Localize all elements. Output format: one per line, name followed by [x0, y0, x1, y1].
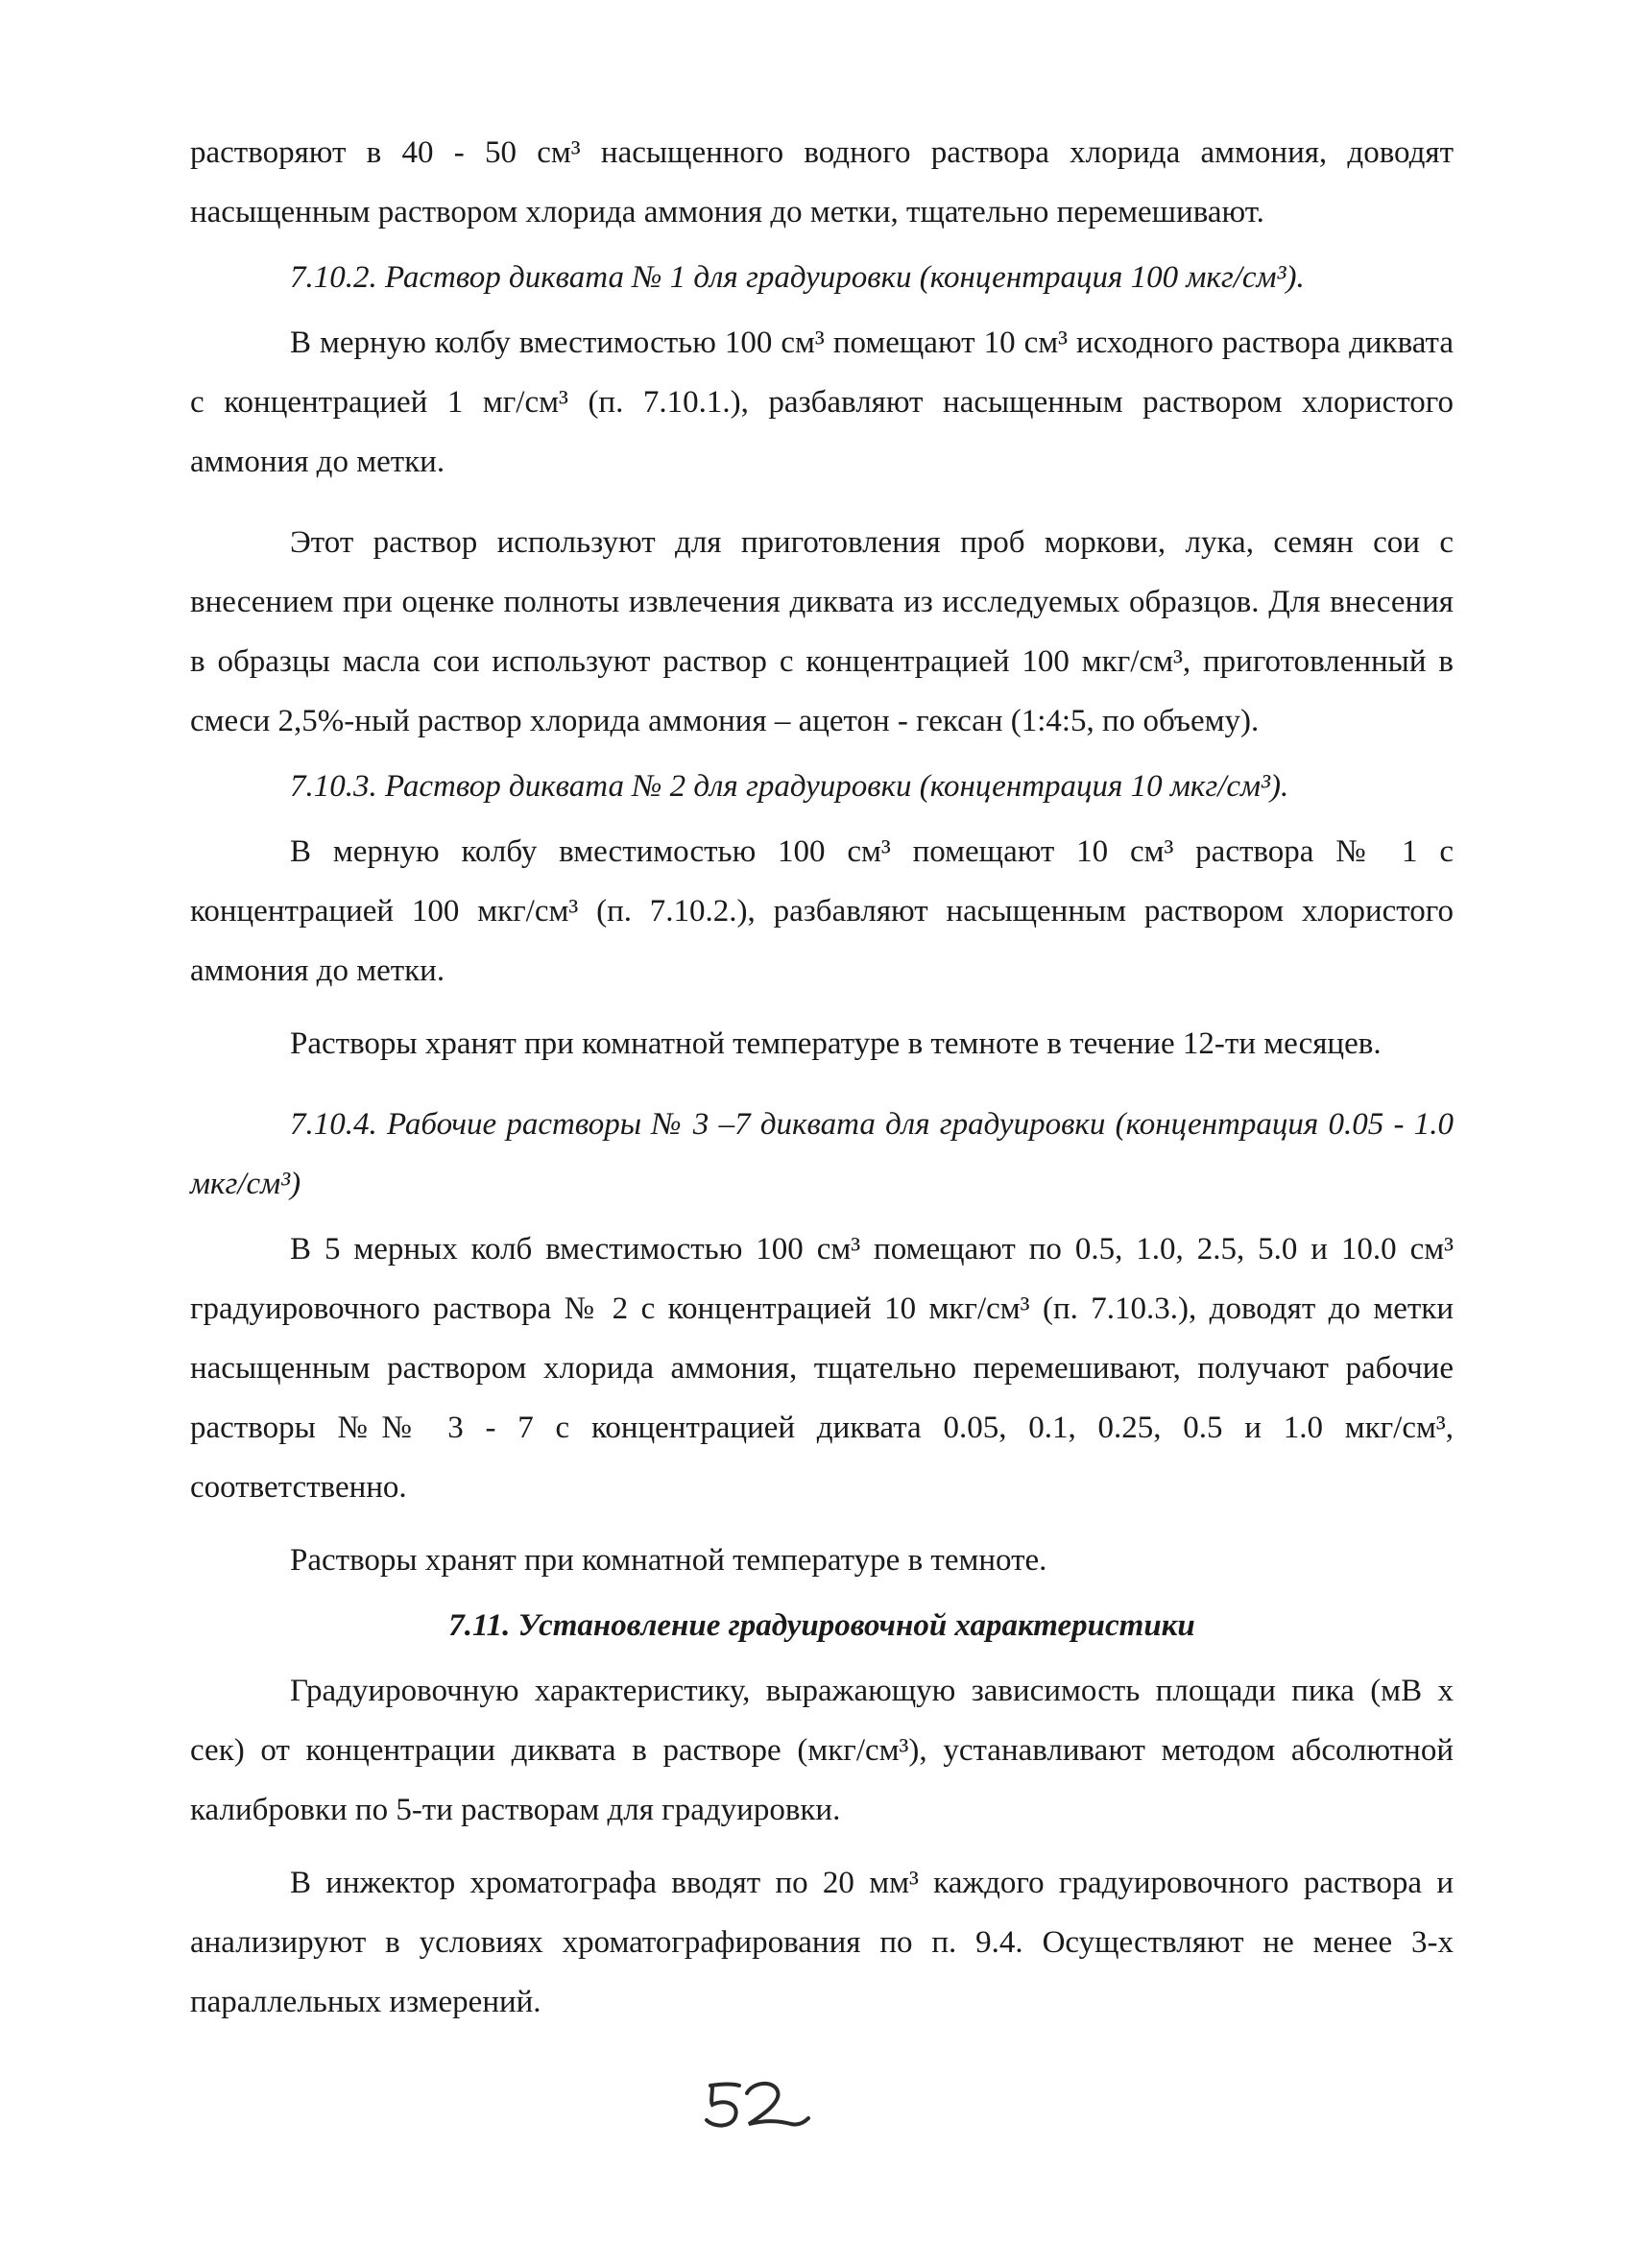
- paragraph-storage-dark: Растворы хранят при комнатной температуре в темноте.: [290, 1543, 1047, 1578]
- paragraph-working-solutions: В 5 мерных колб вместимостью 100 см³ помещают по 0.5, 1.0, 2.5, 5.0 и 10.0 см³ градуировочного раствора № 2 с концентрацией 10 мкг/см³ (п. 7.10.3.), доводят до метки насыщенным раствором хлорида аммония, тщательно перемешивают, получают рабочие растворы №№ 3 - 7 с концентрацией диквата 0.05, 0.1, 0.25, 0.5 и 1.0 мкг/см³, соответственно.: [190, 1232, 1454, 1505]
- paragraph-solution-2: В мерную колбу вместимостью 100 см³ помещают 10 см³ раствора № 1 с концентрацией 100 мкг/см³ (п. 7.10.2.), разбавляют насыщенным раствором хлористого аммония до метки.: [190, 834, 1454, 988]
- page-number: [691, 2064, 826, 2141]
- heading-7-10-2: 7.10.2. Раствор диквата № 1 для градуировки (концентрация 100 мкг/см³).: [290, 260, 1305, 295]
- handwritten-page-number-image: [691, 2064, 826, 2141]
- paragraph-usage: Этот раствор используют для приготовления проб моркови, лука, семян сои с внесением при оценке полноты извлечения диквата из исследуемых образцов. Для внесения в образцы масла сои используют раствор с концентрацией 100 мкг/см³, приготовленный в смеси 2,5%-ный раствор хлорида аммония – ацетон - гексан (1:4:5, по объему).: [190, 525, 1454, 738]
- paragraph-solution-1: В мерную колбу вместимостью 100 см³ помещают 10 см³ исходного раствора диквата с концентрацией 1 мг/см³ (п. 7.10.1.), разбавляют насыщенным раствором хлористого аммония до метки.: [190, 326, 1454, 479]
- heading-7-10-3: 7.10.3. Раствор диквата № 2 для градуировки (концентрация 10 мкг/см³).: [290, 769, 1289, 804]
- text-column: [190, 123, 1454, 2032]
- paragraph-storage-12-months: Растворы хранят при комнатной температуре в темноте в течение 12-ти месяцев.: [290, 1026, 1382, 1061]
- paragraph-calibration: Градуировочную характеристику, выражающую зависимость площади пика (мВ х сек) от концентрации диквата в растворе (мкг/см³), устанавливают методом абсолютной калибровки по 5-ти растворам для градуировки.: [190, 1674, 1454, 1827]
- heading-7-11: 7.11. Установление градуировочной характеристики: [448, 1608, 1195, 1643]
- paragraph-injection: В инжектор хроматографа вводят по 20 мм³ каждого градуировочного раствора и анализируют в условиях хроматографирования по п. 9.4. Осуществляют не менее 3-х параллельных измерений.: [190, 1866, 1454, 2019]
- paragraph-dissolve: растворяют в 40 - 50 см³ насыщенного водного раствора хлорида аммония, доводят насыщенным раствором хлорида аммония до метки, тщательно перемешивают.: [190, 135, 1454, 229]
- heading-7-10-4: 7.10.4. Рабочие растворы № 3 –7 диквата для градуировки (концентрация 0.05 - 1.0 мкг/см³): [190, 1107, 1454, 1201]
